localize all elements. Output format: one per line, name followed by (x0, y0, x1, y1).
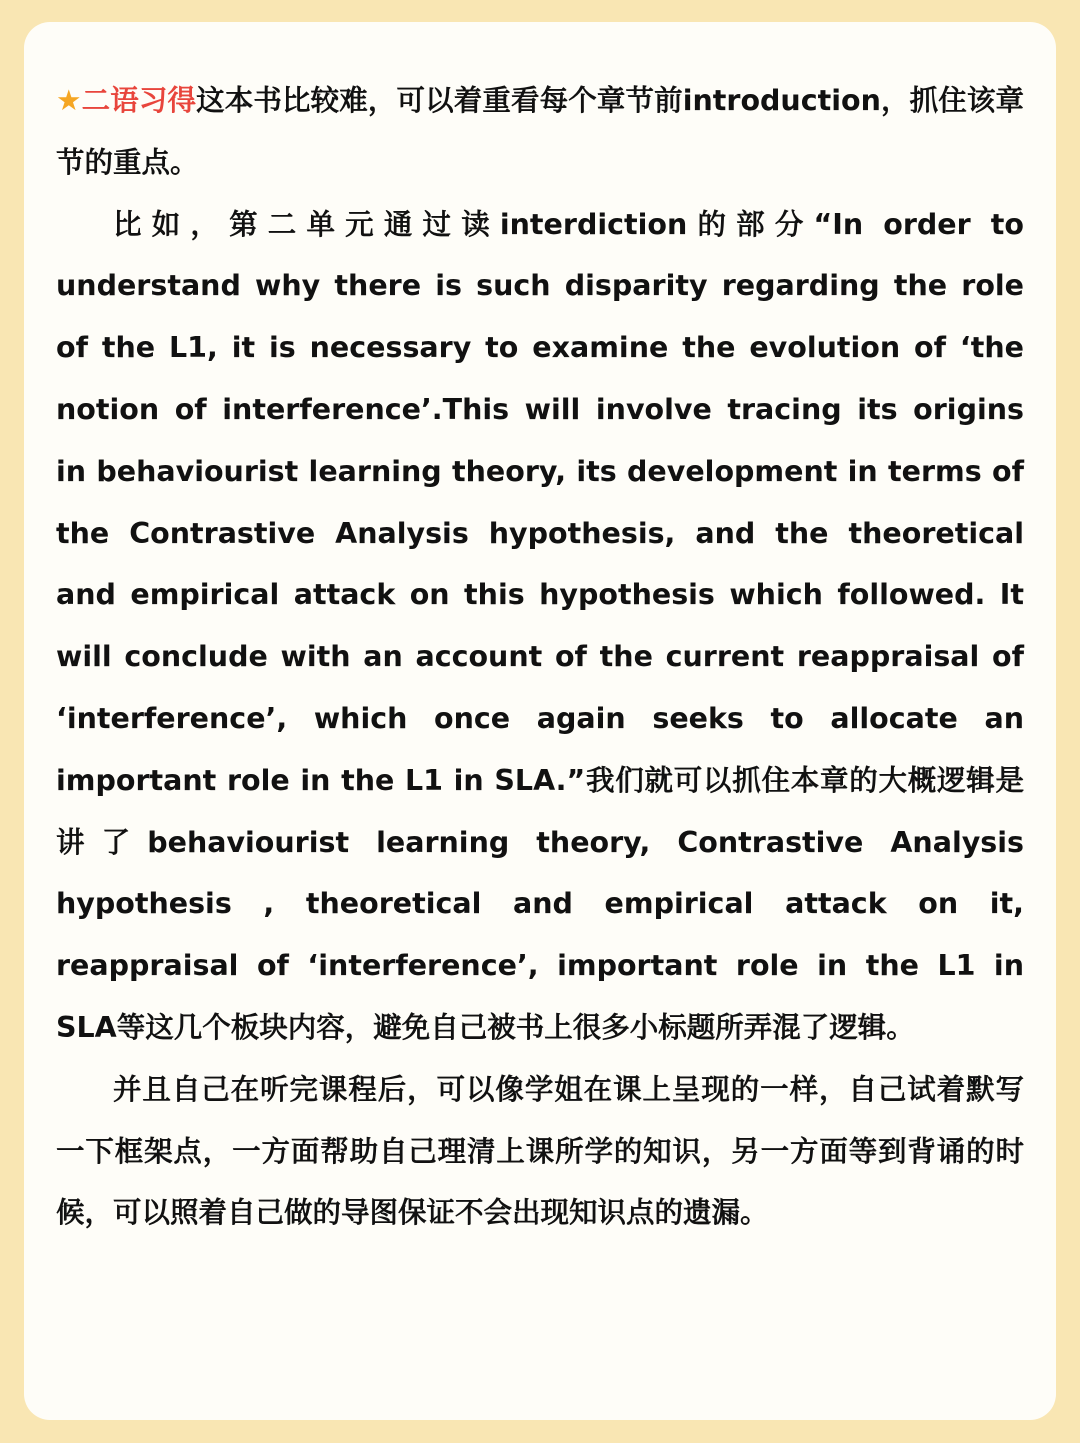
star-icon: ★ (56, 84, 82, 117)
highlighted-topic: 二语习得 (81, 84, 197, 117)
note-card (24, 22, 1056, 1420)
intro-text: 这本书比较难，可以着重看每个章节前introduction，抓住该章节的重点。 (56, 84, 1024, 179)
paragraph-example: 比如，第二单元通过读interdiction的部分“In order to understand why there is such disparity regarding the role of the L1, it is necessary to examine the evolution of ‘the notion of interference’.This will involve tracing its origins in behaviourist learning theory, its development in terms of the Contrastive Analysis hypothesis, and the theoretical and empirical attack on this hypothesis which followed. It will conclude with an account of the current reappraisal of ‘interference’, which once again seeks to allocate an important role in the L1 in SLA.”我们就可以抓住本章的大概逻辑是讲了behaviourist learning theory, Contrastive Analysis hypothesis , theoretical and empirical attack on it, reappraisal of ‘interference’, important role in the L1 in SLA等这几个板块内容，避免自己被书上很多小标题所弄混了逻辑。 (56, 207, 1024, 1044)
paragraph-advice: 并且自己在听完课程后，可以像学姐在课上呈现的一样，自己试着默写一下框架点，一方面帮助自己理清上课所学的知识，另一方面等到背诵的时候，可以照着自己做的导图保证不会出现知识点的遗漏。 (56, 1072, 1024, 1230)
paragraph-intro (56, 70, 1024, 194)
